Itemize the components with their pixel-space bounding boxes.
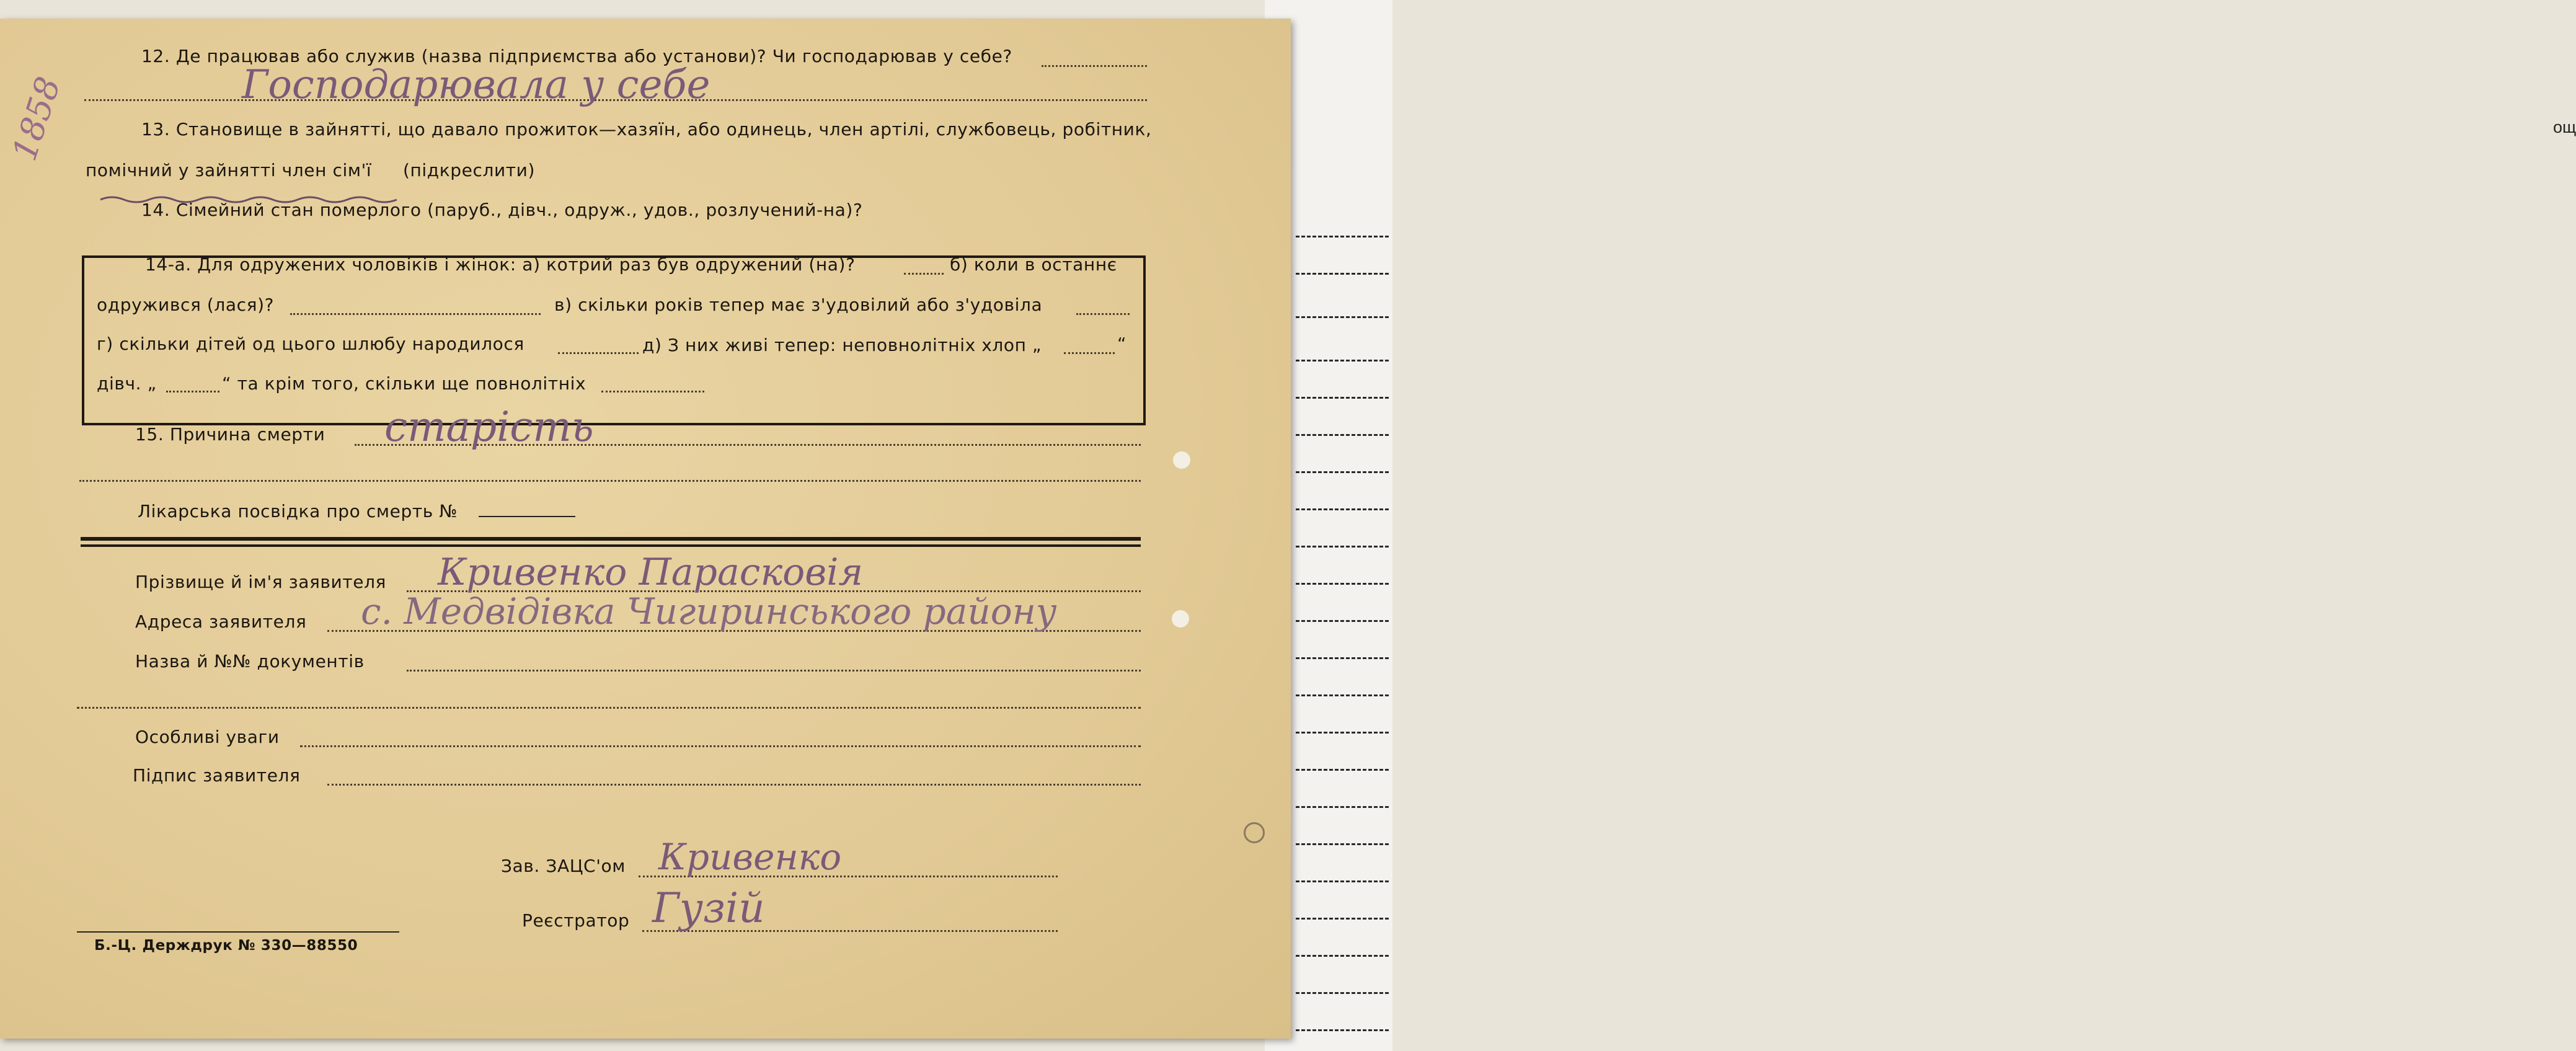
answer-line — [601, 391, 704, 392]
background-page-text: ощ — [2553, 118, 2576, 136]
background-dashed-line — [1296, 918, 1389, 920]
answer-line — [1076, 313, 1130, 315]
question-14a-line1-b: б) коли в останнє — [950, 254, 1117, 275]
background-dashed-line — [1296, 397, 1389, 399]
answer-line — [407, 670, 1141, 672]
question-14a-line1: 14-а. Для одружених чоловіків і жінок: а) котрий раз був одружений (на)? — [145, 254, 856, 275]
background-dashed-line — [1296, 360, 1389, 361]
answer-line — [327, 784, 1141, 786]
background-dashed-line — [1296, 769, 1389, 771]
answer-line — [79, 480, 1141, 482]
background-dashed-line — [1296, 273, 1389, 275]
question-14a-line3-b: д) З них живі тепер: неповнолітніх хлоп „ — [642, 335, 1042, 355]
background-dashed-line — [1296, 546, 1389, 548]
background-dashed-line — [1296, 657, 1389, 659]
background-dashed-line — [1296, 732, 1389, 734]
background-dashed-line — [1296, 434, 1389, 436]
head-label: Зав. ЗАЦС'ом — [501, 856, 626, 876]
background-dashed-line — [1296, 806, 1389, 808]
background-dashed-line — [1296, 1029, 1389, 1031]
question-13: 13. Становище в зайнятті, що давало прожиток—хазяїн, або одинець, член артілі, службовець, робітник, — [141, 119, 1152, 140]
question-15-answer: старість — [384, 403, 594, 451]
applicant-name-value: Кривенко Парасковія — [438, 551, 864, 594]
background-dashed-line — [1296, 694, 1389, 696]
question-13-underlined-option: помічний у зайнятті член сім'ї — [86, 160, 372, 180]
question-14a-line3: г) скільки дітей од цього шлюбу народилося — [97, 334, 524, 354]
answer-line — [558, 352, 639, 354]
background-dashed-line — [1296, 955, 1389, 957]
applicant-address-label: Адреса заявителя — [135, 611, 307, 632]
question-14a-line4-b: “ та крім того, скільки ще повнолітніх — [222, 373, 586, 394]
background-dashed-line — [1296, 583, 1389, 585]
footer-rule — [77, 931, 399, 933]
printer-imprint: Б.-Ц. Держдрук № 330—88550 — [94, 938, 358, 954]
question-15: 15. Причина смерти — [135, 424, 325, 445]
question-14a-line2-b: в) скільки років тепер має з'удовілий або з'удовіла — [554, 295, 1043, 315]
punch-hole — [1173, 451, 1190, 469]
answer-line — [290, 313, 541, 315]
remarks-label: Особливі уваги — [135, 727, 280, 747]
punch-hole — [1244, 822, 1265, 843]
background-dashed-line — [1296, 508, 1389, 510]
death-record-form — [0, 19, 1291, 1039]
registrar-label: Реєстратор — [522, 910, 630, 931]
question-14a-line3-c: “ — [1117, 334, 1127, 354]
applicant-address-value: с. Медвідівка Чигиринського району — [361, 590, 1057, 632]
separator — [81, 537, 1141, 541]
documents-label: Назва й №№ документів — [135, 651, 365, 672]
question-13-note: (підкреслити) — [403, 160, 536, 180]
margin-number: 1858 — [4, 72, 68, 166]
registrar-signature: Гузій — [652, 884, 765, 932]
answer-line — [479, 516, 575, 517]
background-dashed-line — [1296, 880, 1389, 882]
question-14: 14. Сімейний стан померлого (паруб., дівч., одруж., удов., розлучений-на)? — [141, 200, 863, 220]
question-14a-line4: дівч. „ — [97, 373, 157, 394]
background-dashed-line — [1296, 992, 1389, 994]
applicant-name-label: Прізвище й ім'я заявителя — [135, 572, 387, 592]
answer-line — [904, 273, 944, 275]
background-dashed-line — [1296, 471, 1389, 473]
answer-line — [300, 745, 1141, 747]
applicant-signature-label: Підпис заявителя — [133, 765, 301, 786]
head-signature: Кривенко — [658, 836, 842, 878]
answer-line — [1042, 65, 1147, 67]
answer-line — [77, 707, 1141, 709]
question-12: 12. Де працював або служив (назва підприємства або установи)? Чи господарював у себе? — [141, 46, 1012, 66]
punch-hole — [1172, 610, 1189, 627]
medical-certificate-label: Лікарська посвідка про смерть № — [138, 501, 458, 521]
separator — [81, 544, 1141, 547]
answer-line — [166, 391, 219, 392]
background-dashed-line — [1296, 843, 1389, 845]
background-dashed-line — [1296, 316, 1389, 318]
background-dashed-line — [1296, 620, 1389, 622]
background-dashed-line — [1296, 236, 1389, 237]
question-14a-line2: одружився (лася)? — [97, 295, 275, 315]
question-12-answer: Господарювала у себе — [242, 62, 710, 108]
answer-line — [1064, 352, 1115, 354]
